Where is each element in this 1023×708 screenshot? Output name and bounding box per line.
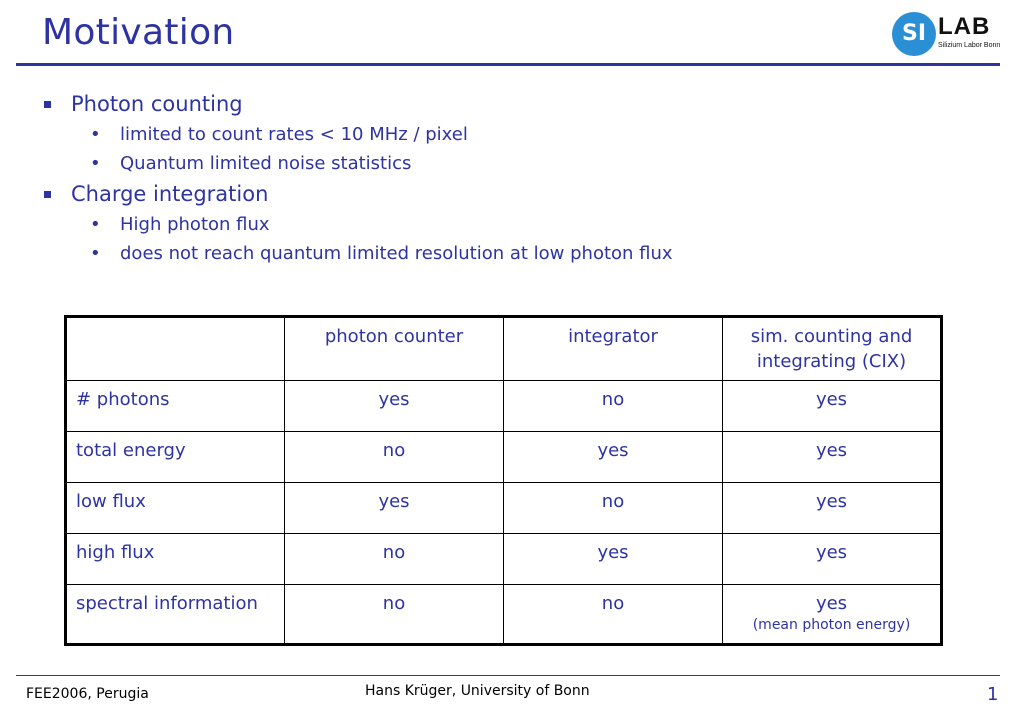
sub-bullet-item: [44, 124, 984, 145]
table-row: [66, 381, 942, 432]
logo-mark: SI: [892, 12, 936, 56]
sub-bullet-text: Quantum limited noise statistics: [120, 153, 412, 174]
table-cell: yes: [723, 432, 942, 483]
sub-bullet-text: does not reach quantum limited resolution at low photon flux: [120, 243, 673, 264]
sub-bullet-item: [44, 153, 984, 174]
sub-bullet-text: limited to count rates < 10 MHz / pixel: [120, 124, 468, 145]
footer-event: FEE2006, Perugia: [26, 686, 149, 702]
sub-bullet-text: High photon flux: [120, 214, 270, 235]
bullet-text: Charge integration: [71, 182, 269, 206]
row-label: total energy: [66, 432, 285, 483]
table-header-cell: [66, 317, 285, 381]
silab-logo: [892, 12, 1004, 56]
bullet-item: [44, 92, 984, 116]
table-cell: no: [504, 483, 723, 534]
table-row: [66, 432, 942, 483]
table-cell: yes: [723, 534, 942, 585]
row-label: # photons: [66, 381, 285, 432]
slide-title: Motivation: [42, 12, 235, 53]
bullet-text: Photon counting: [71, 92, 243, 116]
dot-bullet-icon: •: [90, 214, 101, 235]
table-header-cell: sim. counting and integrating (CIX): [723, 317, 942, 381]
cell-value: yes: [815, 593, 848, 614]
row-label: spectral information: [66, 585, 285, 645]
row-label: high flux: [66, 534, 285, 585]
table-cell: no: [504, 585, 723, 645]
cell-note: (mean photon energy): [752, 617, 911, 633]
footer-divider: [16, 675, 1000, 676]
table-cell: yes: [723, 483, 942, 534]
sub-bullet-item: [44, 243, 984, 264]
square-bullet-icon: [44, 191, 51, 198]
page-number: 1: [987, 684, 999, 705]
table-cell: yes: [504, 432, 723, 483]
sub-bullet-item: [44, 214, 984, 235]
table-header-cell: photon counter: [285, 317, 504, 381]
table-row: [66, 585, 942, 645]
table-cell: no: [504, 381, 723, 432]
footer-author: Hans Krüger, University of Bonn: [365, 683, 590, 699]
row-label: low flux: [66, 483, 285, 534]
table-header-cell: integrator: [504, 317, 723, 381]
table-row: [66, 534, 942, 585]
title-divider: [16, 63, 1000, 66]
table-cell: no: [285, 534, 504, 585]
table-cell: no: [285, 432, 504, 483]
logo-subtitle: Silizium Labor Bonn: [938, 42, 1001, 49]
square-bullet-icon: [44, 101, 51, 108]
table-cell: yes: [723, 381, 942, 432]
table-cell: no: [285, 585, 504, 645]
table-cell: yes: [285, 381, 504, 432]
logo-text: LAB: [938, 13, 991, 40]
dot-bullet-icon: •: [90, 153, 101, 174]
dot-bullet-icon: •: [90, 243, 101, 264]
dot-bullet-icon: •: [90, 124, 101, 145]
table-cell: yes: [504, 534, 723, 585]
table-header-row: [66, 317, 942, 381]
table-row: [66, 483, 942, 534]
table-cell-with-note: [723, 585, 942, 645]
comparison-table: [64, 315, 943, 646]
table-cell: yes: [285, 483, 504, 534]
bullet-item: [44, 182, 984, 206]
bullet-list: [44, 92, 984, 272]
